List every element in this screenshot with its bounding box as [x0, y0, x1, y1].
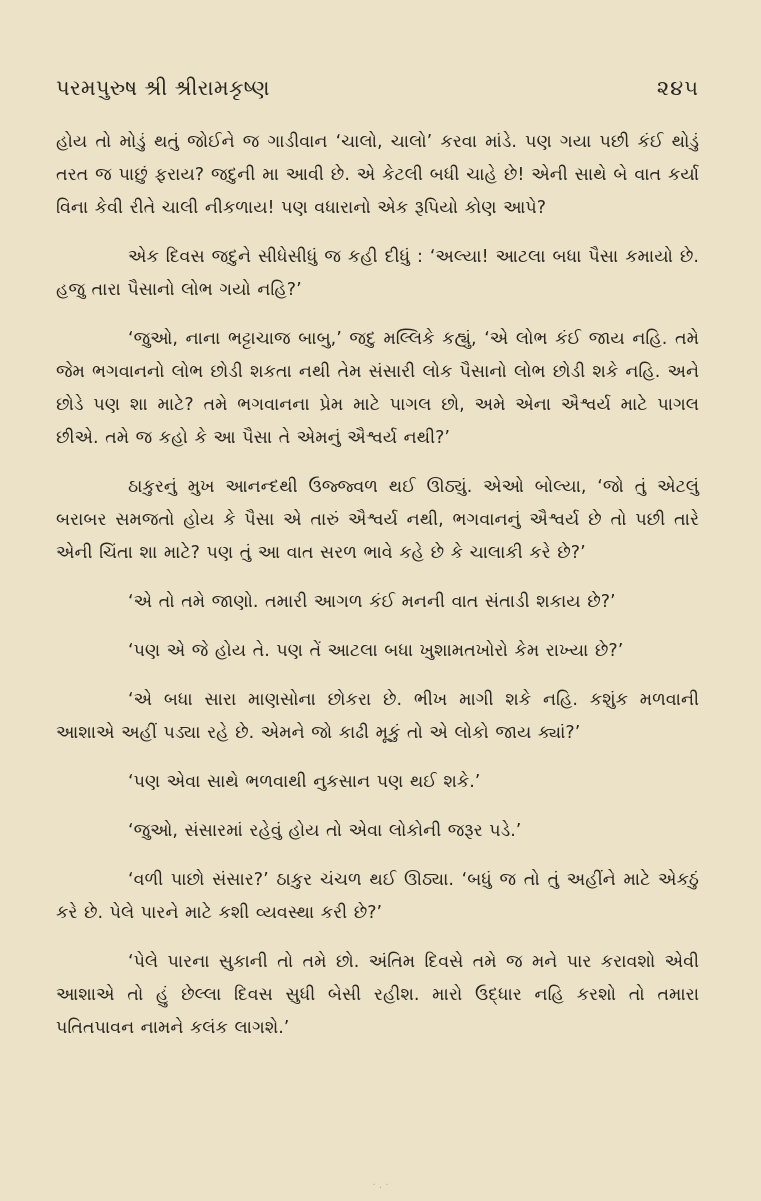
running-header — [56, 52, 699, 114]
body-text — [56, 126, 699, 1045]
paragraph-9: ‘જુઓ, સંસારમાં રહેવું હોય તો એવા લોકોની જરૂર પડે.’ — [128, 821, 522, 841]
paragraph-5: ‘એ તો તમે જાણો. તમારી આગળ કંઈ મનની વાત સંતાડી શકાય છે?’ — [128, 592, 616, 612]
paragraph-6: ‘પણ એ જે હોય તે. પણ તેં આટલા બધા ખુશામતખોરો કેમ રાખ્યા છે?’ — [128, 641, 624, 661]
paragraph-11: ‘પેલે પારના સુકાની તો તમે છો. અંતિમ દિવસે તમે જ મને પાર કરાવશો એવી આશાએ તો હું છેલ્લા દિવસ સુધી બેસી રહીશ. મારો ઉદ્ધાર નહિ કરશો તો તમારા પતિતપાવન નામને કલંક લાગશે.’ — [56, 952, 699, 1038]
paragraph-4: ઠાકુરનું મુખ આનન્દથી ઉજ્જ્વળ થઈ ઊઠ્યું. એઓ બોલ્યા, ‘જો તું એટલું બરાબર સમજતો હોય કે પૈસા એ તારું ઐશ્વર્ય નથી, ભગવાનનું ઐશ્વર્ય છે તો પછી તારે એની ચિંતા શા માટે? પણ તું આ વાત સરળ ભાવે કહે છે કે ચાલાકી કરે છે?’ — [56, 477, 699, 563]
paragraph-2: એક દિવસ જદુને સીધેસીધું જ કહી દીધું : ‘અલ્યા! આટલા બધા પૈસા કમાયો છે. હજુ તારા પૈસાનો લોભ ગયો નહિ?’ — [56, 247, 699, 300]
footer-mark: · . · — [372, 1180, 389, 1191]
running-title: પરમપુરુષ શ્રી શ્રીરામકૃષ્ણ — [56, 76, 270, 100]
paragraph-3: ‘જુઓ, નાના ભટ્ટાચાજ બાબુ,’ જદુ મલ્લિકે કહ્યું, ‘એ લોભ કંઈ જાય નહિ. તમે જેમ ભગવાનનો લોભ છોડી શકતા નથી તેમ સંસારી લોક પૈસાનો લોભ છોડી શકે નહિ. અને છોડે પણ શા માટે? તમે ભગવાનના પ્રેમ માટે પાગલ છો, અમે એના ઐશ્વર્ય માટે પાગલ છીએ. તમે જ કહો કે આ પૈસા તે એમનું ઐશ્વર્ય નથી?’ — [56, 329, 699, 448]
paragraph-10: ‘વળી પાછો સંસાર?’ ઠાકુર ચંચળ થઈ ઊઠ્યા. ‘બધું જ તો તું અહીંને માટે એકઠું કરે છે. પેલે પારને માટે કશી વ્યવસ્થા કરી છે?’ — [56, 870, 699, 923]
paragraph-8: ‘પણ એવા સાથે ભળવાથી નુકસાન પણ થઈ શકે.’ — [128, 772, 481, 792]
paragraph-7: ‘એ બધા સારા માણસોના છોકરા છે. ભીખ માગી શકે નહિ. કશુંક મળવાની આશાએ અહીં પડ્યા રહે છે. એમને જો કાઢી મૂકું તો એ લોકો જાય ક્યાં?’ — [56, 690, 699, 743]
paragraph-1: હોય તો મોડું થતું જોઈને જ ગાડીવાન ‘ચાલો, ચાલો’ કરવા માંડે. પણ ગયા પછી કંઈ થોડું તરત જ પાછું ફરાય? જદુની મા આવી છે. એ કેટલી બધી ચાહે છે! એની સાથે બે વાત કર્યા વિના કેવી રીતે ચાલી નીકળાય! પણ વધારાનો એક રૂપિયો કોણ આપે? — [56, 132, 699, 218]
page-number: ૨૪૫ — [656, 76, 699, 100]
